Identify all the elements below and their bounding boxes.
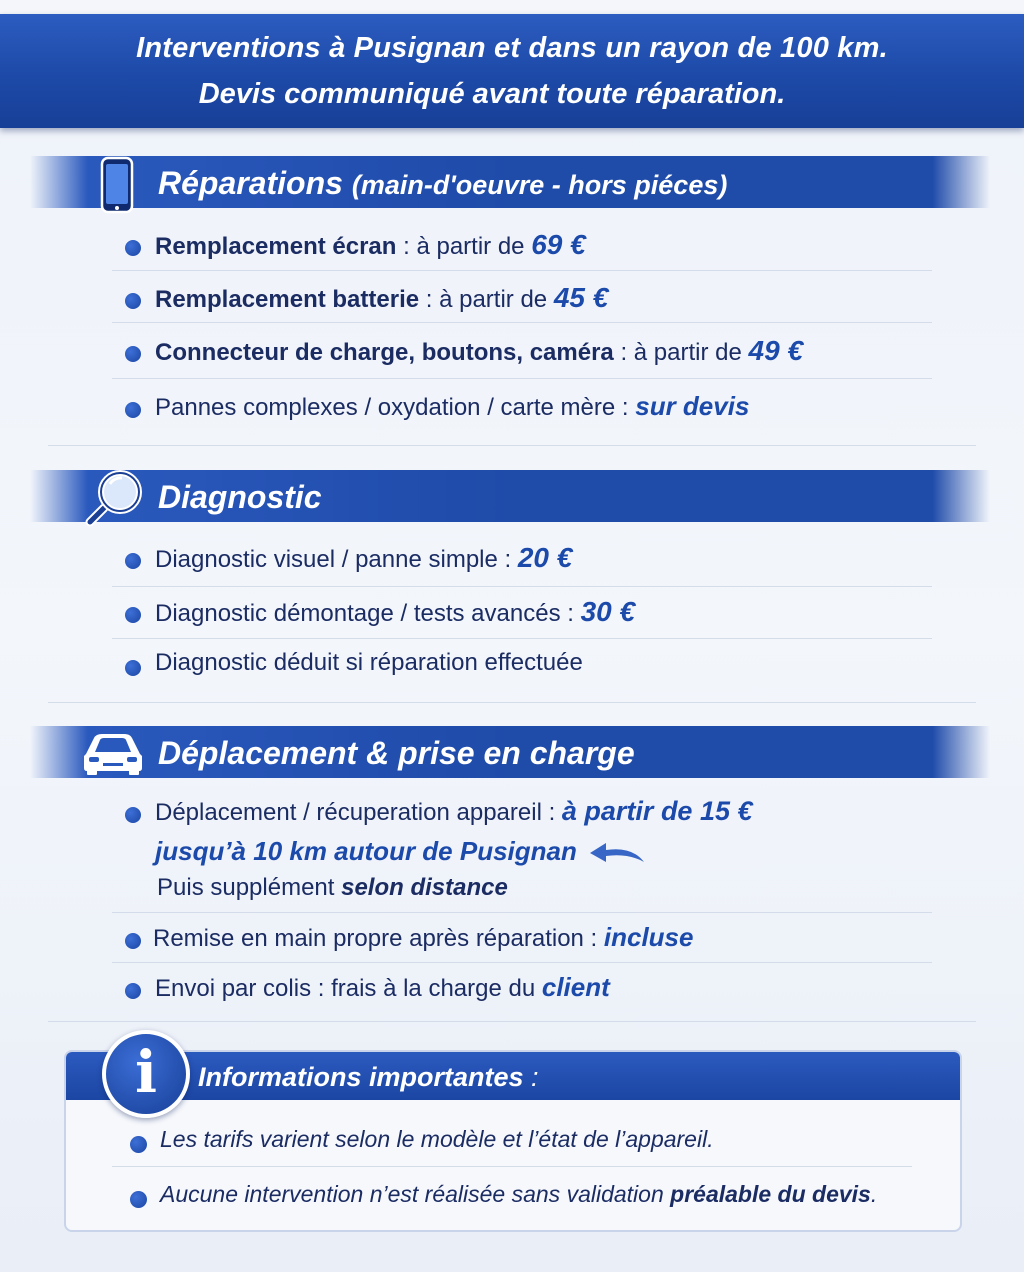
bullet [125,983,141,999]
item-label: Déplacement / récuperation appareil : [155,799,562,826]
info-item-suffix: . [870,1181,878,1207]
reparations-subtitle-text: (main-d'oeuvre - hors piéces) [351,170,728,200]
item-label: Diagnostic visuel / panne simple [155,546,498,573]
item-price: 45 € [553,282,609,313]
bullet [125,933,141,949]
item-sep: : à partir de [613,339,749,366]
section-title-diagnostic: Diagnostic [158,479,322,515]
divider [112,586,932,587]
item-sep: : [560,600,581,627]
divider [112,962,932,963]
bullet [125,240,141,256]
info-item-strong: préalable du devis [670,1181,871,1207]
item-price: à partir de 15 € [561,796,753,826]
item-label: Remplacement écran [155,233,397,260]
info-item-text: Les tarifs varient selon le modèle et l’état de l’appareil. [160,1126,714,1152]
bullet [125,660,141,676]
info-header [66,1052,960,1100]
item-label: Connecteur de charge, boutons, caméra [155,339,614,366]
divider [112,270,932,271]
item-zone: jusqu’à 10 km autour de Pusignan [155,836,577,866]
section-title-deplacement: Déplacement & prise en charge [158,735,635,771]
section-divider [48,702,976,703]
item-label: Diagnostic déduit si réparation effectuée [155,649,583,676]
item-price: client [541,972,610,1002]
info-title-text: Informations importantes [198,1062,524,1092]
item-label: Pannes complexes / oxydation / carte mère : [155,394,636,421]
section-header-diagnostic [30,470,990,522]
bullet [125,346,141,362]
divider [112,1166,912,1167]
bullet [125,607,141,623]
bullet [125,807,141,823]
info-icon [102,1030,190,1118]
section-header-deplacement [30,726,990,778]
section-header-reparations [30,156,990,208]
top-banner [0,14,1024,128]
bullet [125,402,141,418]
item-price: 69 € [531,229,586,260]
bullet [130,1191,147,1208]
section-title-reparations [158,165,727,202]
item-sep: : à partir de [419,286,554,313]
item-label: Diagnostic démontage / tests avancés [155,600,561,627]
item-price: sur devis [635,391,750,421]
divider [112,322,932,323]
banner-line-2: Devis communiqué avant toute réparation. [198,78,786,110]
info-letter: i [134,1038,158,1106]
divider [112,378,932,379]
item-price: 20 € [517,542,573,573]
info-title [198,1062,539,1093]
item-price: incluse [603,922,694,952]
bullet [125,553,141,569]
section-divider [48,445,976,446]
info-item-text: Aucune intervention n’est réalisée sans validation [160,1181,671,1207]
car-icon [80,730,146,776]
item-label: Remise en main propre après réparation : [153,925,604,952]
divider [112,912,932,913]
divider [112,638,932,639]
bullet [130,1136,147,1153]
section-divider [48,1021,976,1022]
arrow-left-icon [588,840,646,866]
item-label: Envoi par colis : frais à la charge du [155,975,542,1002]
top-strip [0,0,1024,14]
item-price: 30 € [580,596,636,627]
info-title-suffix: : [523,1062,539,1092]
phone-icon [96,156,142,214]
item-sep: : à partir de [396,233,532,260]
item-label: Remplacement batterie [155,286,420,313]
bullet [125,293,141,309]
banner-line-1: Interventions à Pusignan et dans un rayon de 100 km. [136,32,888,64]
item-price: 49 € [748,335,804,366]
item-supplement-strong: selon distance [341,874,508,901]
item-sep: : [497,546,518,573]
magnifier-icon [84,466,146,528]
item-supplement: Puis supplément [157,874,342,901]
reparations-title-text: Réparations [158,165,343,201]
